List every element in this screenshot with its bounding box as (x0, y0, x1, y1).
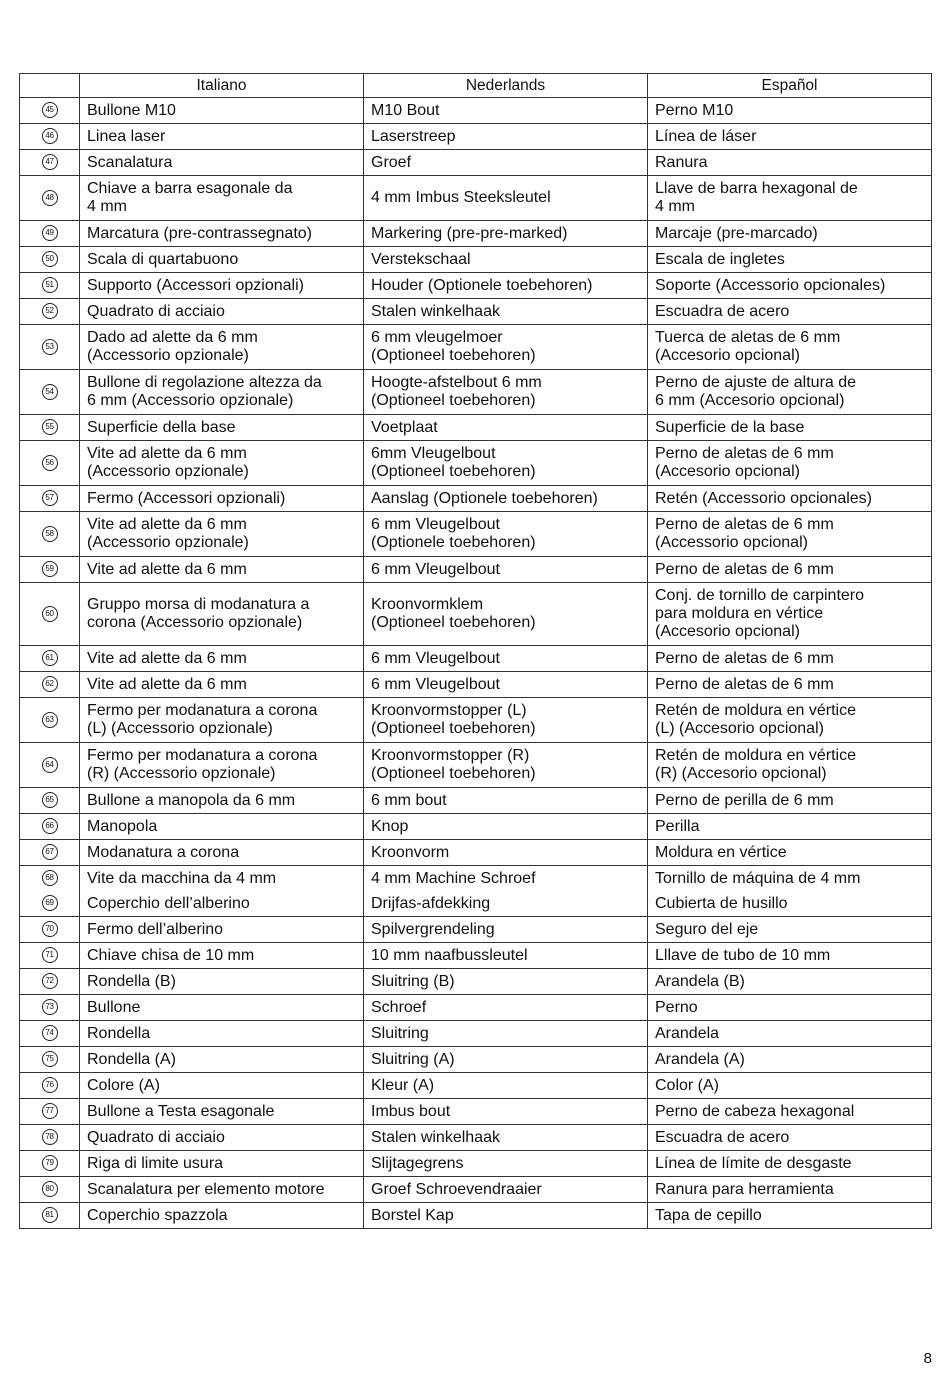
spanish-cell: Perno de aletas de 6 mm (Accessorio opcional) (648, 512, 932, 557)
row-number (20, 814, 80, 840)
row-number (20, 441, 80, 486)
italian-cell: Bullone (80, 995, 364, 1021)
dutch-cell: M10 Bout (364, 98, 648, 124)
table-row (20, 1177, 932, 1203)
circled-number: 54 (42, 384, 58, 400)
dutch-cell: Stalen winkelhaak (364, 1125, 648, 1151)
table-row (20, 176, 932, 221)
table-row (20, 441, 932, 486)
italian-cell: Rondella (80, 1021, 364, 1047)
circled-number: 58 (42, 526, 58, 542)
dutch-cell: Kroonvormklem (Optioneel toebehoren) (364, 583, 648, 646)
dutch-cell: Stalen winkelhaak (364, 299, 648, 325)
dutch-cell: Houder (Optionele toebehoren) (364, 273, 648, 299)
table-row (20, 1073, 932, 1099)
italian-cell: Modanatura a corona (80, 840, 364, 866)
table-row (20, 1151, 932, 1177)
dutch-cell: Imbus bout (364, 1099, 648, 1125)
row-number (20, 672, 80, 698)
row-number (20, 370, 80, 415)
italian-cell: Rondella (B) (80, 969, 364, 995)
circled-number: 55 (42, 419, 58, 435)
table-row (20, 486, 932, 512)
circled-number: 70 (42, 921, 58, 937)
dutch-cell: Sluitring (364, 1021, 648, 1047)
dutch-cell: Laserstreep (364, 124, 648, 150)
italian-cell: Bullone M10 (80, 98, 364, 124)
table-row (20, 1099, 932, 1125)
dutch-cell: Voetplaat (364, 415, 648, 441)
italian-cell: Scala di quartabuono (80, 247, 364, 273)
spanish-cell: Ranura para herramienta (648, 1177, 932, 1203)
italian-cell: Riga di limite usura (80, 1151, 364, 1177)
spanish-cell: Marcaje (pre-marcado) (648, 221, 932, 247)
circled-number: 47 (42, 154, 58, 170)
spanish-cell: Perno de cabeza hexagonal (648, 1099, 932, 1125)
row-number (20, 1177, 80, 1203)
row-number (20, 788, 80, 814)
table-row (20, 943, 932, 969)
circled-number: 52 (42, 303, 58, 319)
spanish-cell: Perno de perilla de 6 mm (648, 788, 932, 814)
dutch-cell: 6 mm Vleugelbout (Optionele toebehoren) (364, 512, 648, 557)
dutch-cell: Sluitring (B) (364, 969, 648, 995)
italian-cell: Quadrato di acciaio (80, 1125, 364, 1151)
table-row (20, 247, 932, 273)
dutch-cell: Groef Schroevendraaier (364, 1177, 648, 1203)
row-number (20, 583, 80, 646)
row-number (20, 1047, 80, 1073)
spanish-cell: Seguro del eje (648, 917, 932, 943)
italian-cell: Vite ad alette da 6 mm (80, 557, 364, 583)
dutch-cell: Groef (364, 150, 648, 176)
table-row (20, 557, 932, 583)
circled-number: 72 (42, 973, 58, 989)
spanish-cell: Lllave de tubo de 10 mm (648, 943, 932, 969)
dutch-cell: Drijfas-afdekking (364, 891, 648, 917)
spanish-cell: Tapa de cepillo (648, 1203, 932, 1229)
row-number (20, 917, 80, 943)
circled-number: 50 (42, 251, 58, 267)
circled-number: 46 (42, 128, 58, 144)
italian-cell: Bullone a Testa esagonale (80, 1099, 364, 1125)
spanish-cell: Perno de aletas de 6 mm (648, 672, 932, 698)
header-espanol: Español (648, 74, 932, 98)
italian-cell: Rondella (A) (80, 1047, 364, 1073)
circled-number: 59 (42, 561, 58, 577)
circled-number: 69 (42, 895, 58, 911)
row-number (20, 995, 80, 1021)
dutch-cell: Kroonvormstopper (L) (Optioneel toebehoren) (364, 698, 648, 743)
row-number (20, 840, 80, 866)
table-row (20, 917, 932, 943)
spanish-cell: Llave de barra hexagonal de 4 mm (648, 176, 932, 221)
italian-cell: Vite ad alette da 6 mm (Accessorio opzionale) (80, 441, 364, 486)
italian-cell: Bullone di regolazione altezza da 6 mm (Accessorio opzionale) (80, 370, 364, 415)
row-number (20, 646, 80, 672)
table-row (20, 866, 932, 892)
row-number (20, 891, 80, 917)
circled-number: 60 (42, 606, 58, 622)
table-row (20, 299, 932, 325)
header-nederlands: Nederlands (364, 74, 648, 98)
italian-cell: Vite ad alette da 6 mm (Accessorio opzionale) (80, 512, 364, 557)
circled-number: 45 (42, 102, 58, 118)
row-number (20, 176, 80, 221)
row-number (20, 512, 80, 557)
table-row (20, 325, 932, 370)
row-number (20, 969, 80, 995)
table-row (20, 583, 932, 646)
spanish-cell: Soporte (Accessorio opcionales) (648, 273, 932, 299)
circled-number: 64 (42, 757, 58, 773)
dutch-cell: 6 mm Vleugelbout (364, 672, 648, 698)
circled-number: 80 (42, 1181, 58, 1197)
circled-number: 56 (42, 455, 58, 471)
table-row (20, 788, 932, 814)
circled-number: 62 (42, 676, 58, 692)
spanish-cell: Retén (Accessorio opcionales) (648, 486, 932, 512)
circled-number: 53 (42, 339, 58, 355)
italian-cell: Vite da macchina da 4 mm (80, 866, 364, 892)
spanish-cell: Superficie de la base (648, 415, 932, 441)
row-number (20, 325, 80, 370)
italian-cell: Supporto (Accessori opzionali) (80, 273, 364, 299)
row-number (20, 98, 80, 124)
spanish-cell: Línea de límite de desgaste (648, 1151, 932, 1177)
italian-cell: Scanalatura (80, 150, 364, 176)
header-italiano: Italiano (80, 74, 364, 98)
table-row (20, 150, 932, 176)
table-row (20, 814, 932, 840)
row-number (20, 1021, 80, 1047)
circled-number: 65 (42, 792, 58, 808)
row-number (20, 866, 80, 892)
spanish-cell: Retén de moldura en vértice (R) (Accesorio opcional) (648, 743, 932, 788)
italian-cell: Fermo per modanatura a corona (L) (Accessorio opzionale) (80, 698, 364, 743)
header-row (20, 74, 932, 98)
dutch-cell: Hoogte-afstelbout 6 mm (Optioneel toebehoren) (364, 370, 648, 415)
dutch-cell: Sluitring (A) (364, 1047, 648, 1073)
italian-cell: Vite ad alette da 6 mm (80, 672, 364, 698)
italian-cell: Chiave chisa de 10 mm (80, 943, 364, 969)
dutch-cell: Knop (364, 814, 648, 840)
table-row (20, 415, 932, 441)
italian-cell: Quadrato di acciaio (80, 299, 364, 325)
dutch-cell: 6 mm Vleugelbout (364, 646, 648, 672)
italian-cell: Superficie della base (80, 415, 364, 441)
circled-number: 49 (42, 225, 58, 241)
dutch-cell: Schroef (364, 995, 648, 1021)
table-row (20, 1047, 932, 1073)
spanish-cell: Escuadra de acero (648, 299, 932, 325)
italian-cell: Colore (A) (80, 1073, 364, 1099)
italian-cell: Marcatura (pre-contrassegnato) (80, 221, 364, 247)
circled-number: 57 (42, 490, 58, 506)
circled-number: 79 (42, 1155, 58, 1171)
row-number (20, 743, 80, 788)
table-row (20, 1203, 932, 1229)
row-number (20, 299, 80, 325)
circled-number: 66 (42, 818, 58, 834)
row-number (20, 124, 80, 150)
spanish-cell: Cubierta de husillo (648, 891, 932, 917)
spanish-cell: Perno (648, 995, 932, 1021)
dutch-cell: Verstekschaal (364, 247, 648, 273)
spanish-cell: Arandela (B) (648, 969, 932, 995)
parts-translation-table (19, 73, 932, 1229)
row-number (20, 1099, 80, 1125)
circled-number: 75 (42, 1051, 58, 1067)
dutch-cell: 6 mm vleugelmoer (Optioneel toebehoren) (364, 325, 648, 370)
row-number (20, 486, 80, 512)
table-row (20, 698, 932, 743)
row-number (20, 557, 80, 583)
dutch-cell: 6 mm Vleugelbout (364, 557, 648, 583)
spanish-cell: Tornillo de máquina de 4 mm (648, 866, 932, 892)
italian-cell: Coperchio dell’alberino (80, 891, 364, 917)
table-row (20, 743, 932, 788)
dutch-cell: Kleur (A) (364, 1073, 648, 1099)
dutch-cell: Slijtagegrens (364, 1151, 648, 1177)
table-row (20, 995, 932, 1021)
spanish-cell: Color (A) (648, 1073, 932, 1099)
italian-cell: Bullone a manopola da 6 mm (80, 788, 364, 814)
row-number (20, 1073, 80, 1099)
table-row (20, 124, 932, 150)
row-number (20, 273, 80, 299)
row-number (20, 1151, 80, 1177)
table-row (20, 370, 932, 415)
italian-cell: Fermo per modanatura a corona (R) (Accessorio opzionale) (80, 743, 364, 788)
spanish-cell: Arandela (A) (648, 1047, 932, 1073)
table-row (20, 969, 932, 995)
circled-number: 78 (42, 1129, 58, 1145)
italian-cell: Linea laser (80, 124, 364, 150)
circled-number: 61 (42, 650, 58, 666)
italian-cell: Gruppo morsa di modanatura a corona (Accessorio opzionale) (80, 583, 364, 646)
row-number (20, 221, 80, 247)
italian-cell: Fermo (Accessori opzionali) (80, 486, 364, 512)
spanish-cell: Tuerca de aletas de 6 mm (Accesorio opcional) (648, 325, 932, 370)
row-number (20, 943, 80, 969)
spanish-cell: Escala de ingletes (648, 247, 932, 273)
spanish-cell: Perno de aletas de 6 mm (648, 557, 932, 583)
italian-cell: Vite ad alette da 6 mm (80, 646, 364, 672)
dutch-cell: 6mm Vleugelbout (Optioneel toebehoren) (364, 441, 648, 486)
italian-cell: Scanalatura per elemento motore (80, 1177, 364, 1203)
table-row (20, 98, 932, 124)
table-row (20, 512, 932, 557)
italian-cell: Manopola (80, 814, 364, 840)
circled-number: 73 (42, 999, 58, 1015)
circled-number: 76 (42, 1077, 58, 1093)
dutch-cell: 10 mm naafbussleutel (364, 943, 648, 969)
spanish-cell: Retén de moldura en vértice (L) (Accesorio opcional) (648, 698, 932, 743)
dutch-cell: Spilvergrendeling (364, 917, 648, 943)
table-row (20, 672, 932, 698)
table-row (20, 891, 932, 917)
page-number: 8 (923, 1350, 932, 1367)
spanish-cell: Perno M10 (648, 98, 932, 124)
row-number (20, 698, 80, 743)
spanish-cell: Moldura en vértice (648, 840, 932, 866)
circled-number: 71 (42, 947, 58, 963)
dutch-cell: Aanslag (Optionele toebehoren) (364, 486, 648, 512)
row-number (20, 1203, 80, 1229)
circled-number: 63 (42, 712, 58, 728)
dutch-cell: 4 mm Machine Schroef (364, 866, 648, 892)
row-number (20, 415, 80, 441)
row-number (20, 150, 80, 176)
dutch-cell: Kroonvorm (364, 840, 648, 866)
dutch-cell: Kroonvormstopper (R) (Optioneel toebehoren) (364, 743, 648, 788)
spanish-cell: Perno de aletas de 6 mm (648, 646, 932, 672)
italian-cell: Dado ad alette da 6 mm (Accessorio opzionale) (80, 325, 364, 370)
table-row (20, 840, 932, 866)
italian-cell: Chiave a barra esagonale da 4 mm (80, 176, 364, 221)
spanish-cell: Perno de ajuste de altura de 6 mm (Accesorio opcional) (648, 370, 932, 415)
table-row (20, 1021, 932, 1047)
spanish-cell: Escuadra de acero (648, 1125, 932, 1151)
circled-number: 51 (42, 277, 58, 293)
italian-cell: Coperchio spazzola (80, 1203, 364, 1229)
header-number (20, 74, 80, 98)
spanish-cell: Línea de láser (648, 124, 932, 150)
circled-number: 77 (42, 1103, 58, 1119)
spanish-cell: Conj. de tornillo de carpintero para moldura en vértice (Accesorio opcional) (648, 583, 932, 646)
table-row (20, 1125, 932, 1151)
italian-cell: Fermo dell’alberino (80, 917, 364, 943)
circled-number: 74 (42, 1025, 58, 1041)
circled-number: 68 (42, 870, 58, 886)
circled-number: 81 (42, 1207, 58, 1223)
dutch-cell: Borstel Kap (364, 1203, 648, 1229)
spanish-cell: Perilla (648, 814, 932, 840)
spanish-cell: Perno de aletas de 6 mm (Accesorio opcional) (648, 441, 932, 486)
row-number (20, 247, 80, 273)
dutch-cell: 6 mm bout (364, 788, 648, 814)
dutch-cell: Markering (pre-pre-marked) (364, 221, 648, 247)
table-row (20, 221, 932, 247)
circled-number: 67 (42, 844, 58, 860)
table-row (20, 273, 932, 299)
table-row (20, 646, 932, 672)
row-number (20, 1125, 80, 1151)
spanish-cell: Arandela (648, 1021, 932, 1047)
dutch-cell: 4 mm Imbus Steeksleutel (364, 176, 648, 221)
circled-number: 48 (42, 190, 58, 206)
spanish-cell: Ranura (648, 150, 932, 176)
